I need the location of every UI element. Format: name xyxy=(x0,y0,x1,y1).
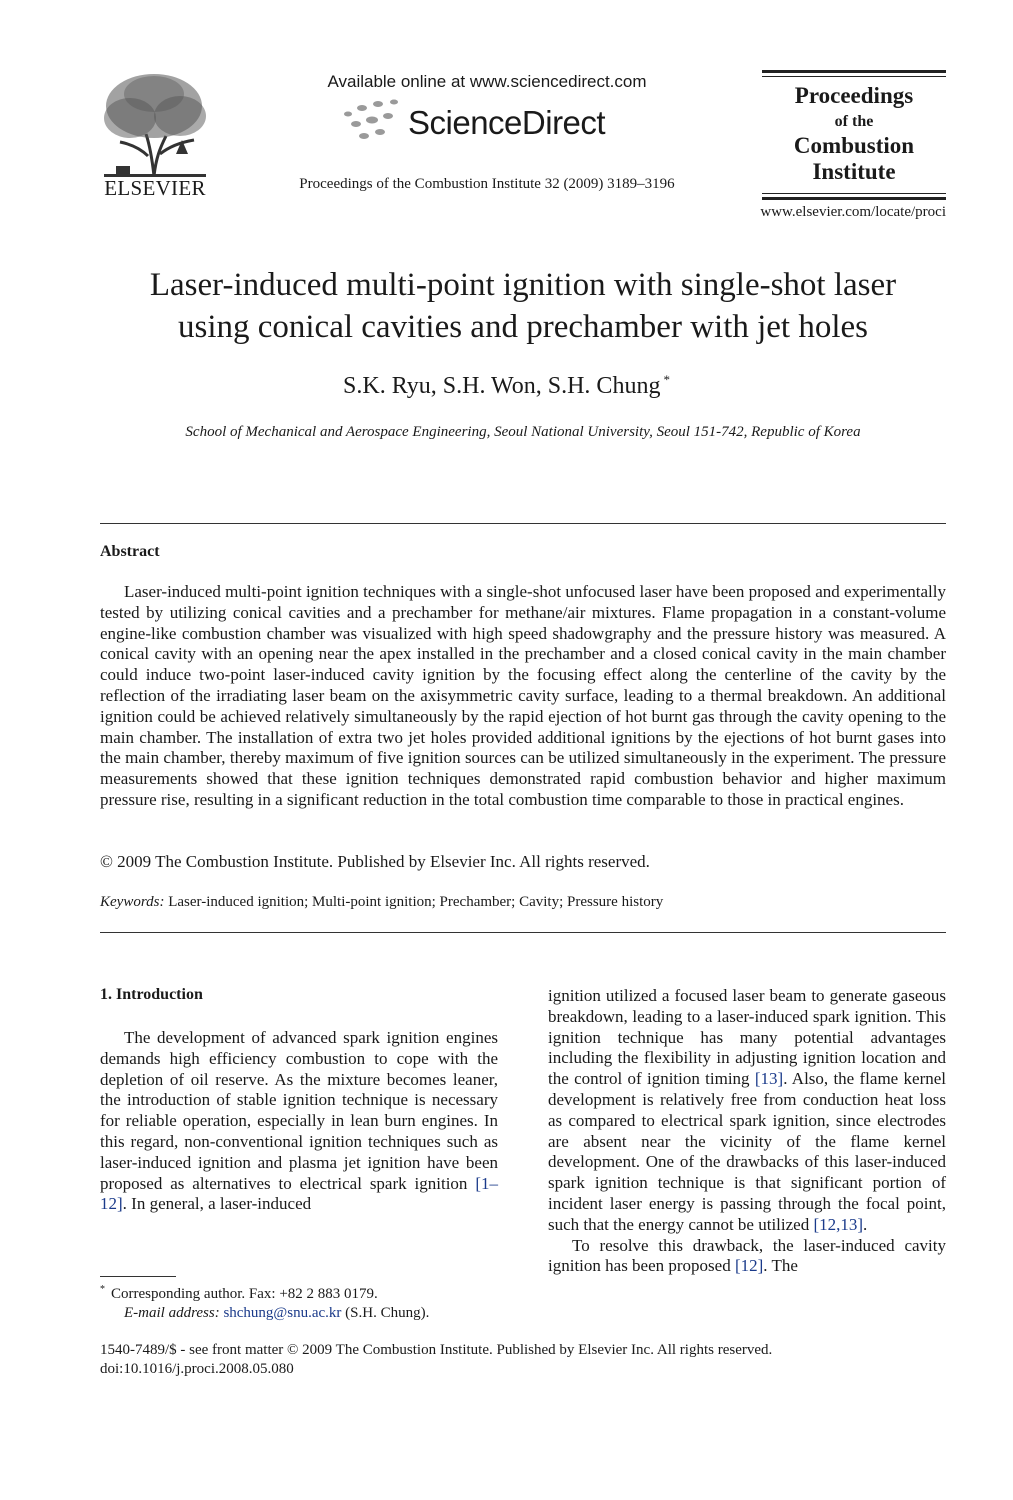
publisher-name: ELSEVIER xyxy=(104,176,206,200)
left-column xyxy=(100,1028,498,1215)
affiliation: School of Mechanical and Aerospace Engineering, Seoul National University, Seoul 151-742, Republic of Korea xyxy=(185,424,861,440)
abstract-body xyxy=(100,582,946,811)
sciencedirect-wordmark: ScienceDirect xyxy=(408,104,606,141)
abstract-heading: Abstract xyxy=(100,543,160,560)
front-matter-notice: 1540-7489/$ - see front matter © 2009 The Combustion Institute. Published by Elsevier Inc. All rights reserved. xyxy=(100,1342,773,1358)
intro-paragraph-2 xyxy=(548,1236,946,1278)
paper-title xyxy=(80,264,966,348)
citation-link[interactable]: [12,13] xyxy=(813,1214,864,1234)
intro-text: . The xyxy=(763,1256,798,1276)
intro-text: The development of advanced spark ignition engines demands high efficiency combustion to cope with the depletion of oil reserve. As the mixture becomes leaner, the introduction of stable ignition technique is necessary for reliable operation, especially in lean burn engines. In this regard, non-conventional ignition techniques such as laser-induced ignition and plasma jet ignition have been proposed as alternatives to electrical spark ignition xyxy=(100,1028,498,1193)
divider-top xyxy=(100,523,946,524)
intro-text: To resolve this drawback, the laser-induced cavity ignition has been proposed xyxy=(548,1235,946,1276)
intro-text: . In general, a laser-induced xyxy=(122,1194,312,1214)
divider-body xyxy=(100,932,946,933)
citation-link[interactable]: [12] xyxy=(734,1256,764,1276)
keywords-label: Keywords: xyxy=(100,894,165,910)
sciencedirect-dots-icon xyxy=(340,98,410,146)
footnote-mark: * xyxy=(100,1284,105,1295)
available-online-text: Available online at www.sciencedirect.com xyxy=(327,72,647,91)
intro-text: . xyxy=(863,1214,868,1234)
intro-text: ignition utilized a focused laser beam to generate gaseous breakdown, leading to a laser-induced spark ignition. This ignition technique has many potential advantages including the flexibility in adjusting ignition location and the control of ignition timing xyxy=(548,986,946,1089)
intro-paragraph-1 xyxy=(100,1028,498,1215)
citation-link[interactable]: [1–12] xyxy=(100,1173,499,1214)
intro-paragraph-1-cont xyxy=(548,986,946,1236)
copyright-notice: © 2009 The Combustion Institute. Published by Elsevier Inc. All rights reserved. xyxy=(100,852,650,871)
keywords-list: Laser-induced ignition; Multi-point ignition; Prechamber; Cavity; Pressure history xyxy=(168,894,664,910)
journal-box-line3: Combustion xyxy=(793,133,915,158)
email-owner: (S.H. Chung). xyxy=(345,1305,430,1321)
email-link[interactable]: shchung@snu.ac.kr xyxy=(223,1305,342,1321)
intro-text: . Also, the flame kernel development is relatively free from conduction heat loss as compared to electrical spark ignition, since electrodes are absent near the vicinity of the flame kernel development. One of the drawbacks of this laser-induced spark ignition technique is that significant portion of incident laser energy is passing through the focal point, such that the energy cannot be utilized xyxy=(548,1069,946,1234)
section-heading-introduction: 1. Introduction xyxy=(100,986,203,1003)
authors-text: S.K. Ryu, S.H. Won, S.H. Chung xyxy=(343,373,661,399)
footnote-corresponding xyxy=(100,1280,520,1304)
footnote xyxy=(100,1280,520,1323)
citation-link[interactable]: [13] xyxy=(754,1069,784,1089)
abstract-paragraph: Laser-induced multi-point ignition techniques with a single-shot unfocused laser have been proposed and experimentally tested by utilizing conical cavities and a prechamber for methane/air mixtures. Flame propagation in a constant-volume engine-like combustion chamber was visualized with high speed shadowgraphy and the pressure history was measured. A conical cavity with an opening near the apex installed in the prechamber and a closed conical cavity in the main chamber could induce two-point laser-induced cavity ignition by the focusing effect along the centerline of the cavity by the reflection of the irradiating laser beam on the axisymmetric cavity surface, leading to a thermal breakdown. An additional ignition could be achieved relatively simultaneously by the rapid ejection of hot burnt gas through the cavity opening to the main chamber. The installation of extra two jet holes provided additional ignitions by the ejections of hot burnt gases into the main chamber, thereby maximum of five ignition sources can be utilized simultaneously in the experiment. The pressure measurements showed that these ignition techniques demonstrated rapid combustion behavior and higher maximum pressure rise, resulting in a significant reduction in the total combustion time comparable to those in practical engines. xyxy=(100,582,946,809)
journal-box-line4: Institute xyxy=(812,159,896,184)
paper-title-line2: using conical cavities and prechamber with jet holes xyxy=(177,309,869,345)
journal-title-box xyxy=(762,70,946,200)
footnote-email-line xyxy=(100,1304,520,1323)
right-column xyxy=(548,986,946,1277)
corresponding-author-mark[interactable]: * xyxy=(663,372,670,387)
email-label: E-mail address: xyxy=(124,1305,220,1321)
footnote-corresponding-text: Corresponding author. Fax: +82 2 883 0179. xyxy=(111,1286,378,1302)
footnote-divider xyxy=(100,1276,176,1277)
author-list xyxy=(180,372,833,400)
journal-box-line1: Proceedings xyxy=(794,83,914,108)
journal-url-link[interactable]: www.elsevier.com/locate/proci xyxy=(760,204,946,220)
journal-citation: Proceedings of the Combustion Institute 32 (2009) 3189–3196 xyxy=(299,176,675,192)
doi-link[interactable]: doi:10.1016/j.proci.2008.05.080 xyxy=(100,1361,294,1377)
journal-box-line2: of the xyxy=(834,113,874,130)
keywords xyxy=(100,894,946,911)
paper-title-line1: Laser-induced multi-point ignition with single-shot laser xyxy=(149,267,897,303)
